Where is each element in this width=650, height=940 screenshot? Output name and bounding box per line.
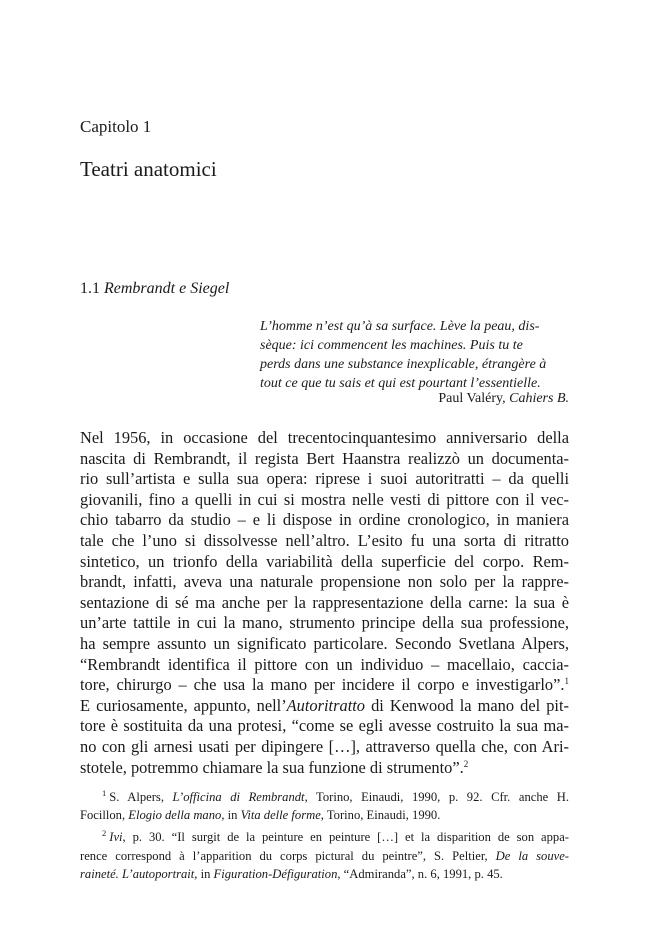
footnote-number: 1 [102, 788, 107, 798]
footnote-2-line [80, 828, 569, 846]
body-line: rio sull’artista e sulla sua opera: riprese i suoi autoritratti – da quelli [80, 469, 569, 489]
footnote-1-line [80, 806, 569, 824]
body-line: nascita di Rembrandt, il regista Bert Haanstra realizzò un documenta- [80, 448, 569, 468]
epigraph-line: sèque: ici commencent les machines. Puis tu te [260, 338, 523, 353]
body-line: un’arte tattile in cui la mano, strumento principe della sua professione, [80, 613, 569, 633]
body-line: giovanili, fino a quelli in cui si mostra nelle vesti di pittore con il vec- [80, 489, 569, 509]
footnote-journal-title: Figuration-Défiguration [213, 866, 338, 881]
body-line [80, 696, 569, 717]
body-line-text: E curiosamente, appunto, nell’ [80, 695, 287, 715]
body-line: “Rembrandt identifica il pittore con un individuo – macellaio, caccia- [80, 654, 569, 674]
body-line: Nel 1956, in occasione del trecentocinquantesimo anniversario della [80, 428, 569, 447]
footnote-text: rence correspond à l’apparition du corps pictural du peintre”, S. Peltier, [80, 848, 496, 863]
footnote-2-line [80, 847, 569, 865]
section-heading [80, 278, 229, 300]
epigraph-line: tout ce que tu sais et qui est pourtant l’essentielle. [260, 376, 541, 391]
body-line: brandt, infatti, aveva una naturale propensione non solo per la rappre- [80, 572, 569, 592]
section-number: 1.1 [80, 280, 100, 297]
epigraph-line: perds dans une substance inexplicable, étrangère à [260, 357, 547, 372]
footnote-text: Ivi [109, 830, 123, 845]
body-line: sintetico, un trionfo della variabilità della superficie del corpo. Rem- [80, 551, 569, 571]
footnote-book-title: raineté. L’autoportrait [80, 866, 195, 881]
epigraph [260, 317, 570, 393]
footnote-book-title: Elogio della mano [128, 808, 222, 823]
footnote-number: 2 [102, 828, 107, 839]
footnote-1-line [80, 788, 569, 806]
body-line: tale che l’uno si dissolvesse nell’altro. L’esito fu una sorta di ritratto [80, 530, 569, 550]
footnote-ref-2[interactable]: 2 [463, 758, 469, 769]
body-line: tore è sostituita da una protesi, “come se egli avesse costruito la sua ma- [80, 716, 569, 736]
footnote-book-title: De la souve- [495, 848, 569, 863]
body-line [80, 758, 569, 779]
body-line [80, 675, 569, 696]
footnote-text: , Torino, Einaudi, 1990. [320, 808, 441, 823]
body-line: chio tabarro da studio – e li dispose in ordine cronologico, in maniera [80, 510, 569, 530]
epigraph-line: L’homme n’est qu’à sa surface. Lève la peau, dis- [260, 319, 540, 334]
footnote-text: Focillon, [80, 808, 129, 823]
body-line-text: tore, chirurgo – che usa la mano per incidere il corpo e investigarlo”. [80, 675, 565, 695]
section-title: Rembrandt e Siegel [104, 280, 230, 297]
footnotes [80, 788, 569, 883]
footnote-text: , in [194, 866, 214, 881]
body-paragraph [80, 428, 569, 778]
footnote-text: S. Alpers, [109, 790, 173, 804]
epigraph-attribution [260, 389, 569, 408]
chapter-title: Teatri anatomici [80, 157, 217, 181]
footnote-text: , in [221, 808, 241, 823]
footnote-text: , “Admiranda”, n. 6, 1991, p. 45. [337, 866, 503, 881]
footnote-2-line [80, 865, 569, 883]
body-line: no con gli arnesi usati per dipingere […], attraverso quella che, con Ari- [80, 736, 569, 756]
footnote-book-title: L’officina di Rembrandt [172, 790, 305, 804]
epigraph-work: Cahiers B. [509, 391, 569, 406]
footnote-text: , Torino, Einaudi, 1990, p. 92. Cfr. anche H. [304, 790, 570, 804]
body-line: sentazione di sé ma anche per la rappresentazione della carne: la sua è [80, 592, 569, 612]
body-line-text: stotele, potremmo chiamare la sua funzione di strumento”. [80, 757, 464, 777]
footnote-text: , p. 30. “Il surgit de la peinture en peinture […] et la disparition de son appa- [122, 830, 569, 845]
body-line: ha sempre assunto un significato particolare. Secondo Svetlana Alpers, [80, 633, 569, 653]
footnote-book-title: Vita delle forme [240, 808, 321, 823]
body-line-text: di Kenwood la mano del pit- [365, 695, 569, 715]
epigraph-author: Paul Valéry, [438, 391, 506, 406]
chapter-label: Capitolo 1 [80, 117, 152, 136]
footnote-ref-1[interactable]: 1 [564, 676, 569, 687]
artwork-title: Autoritratto [286, 695, 365, 715]
